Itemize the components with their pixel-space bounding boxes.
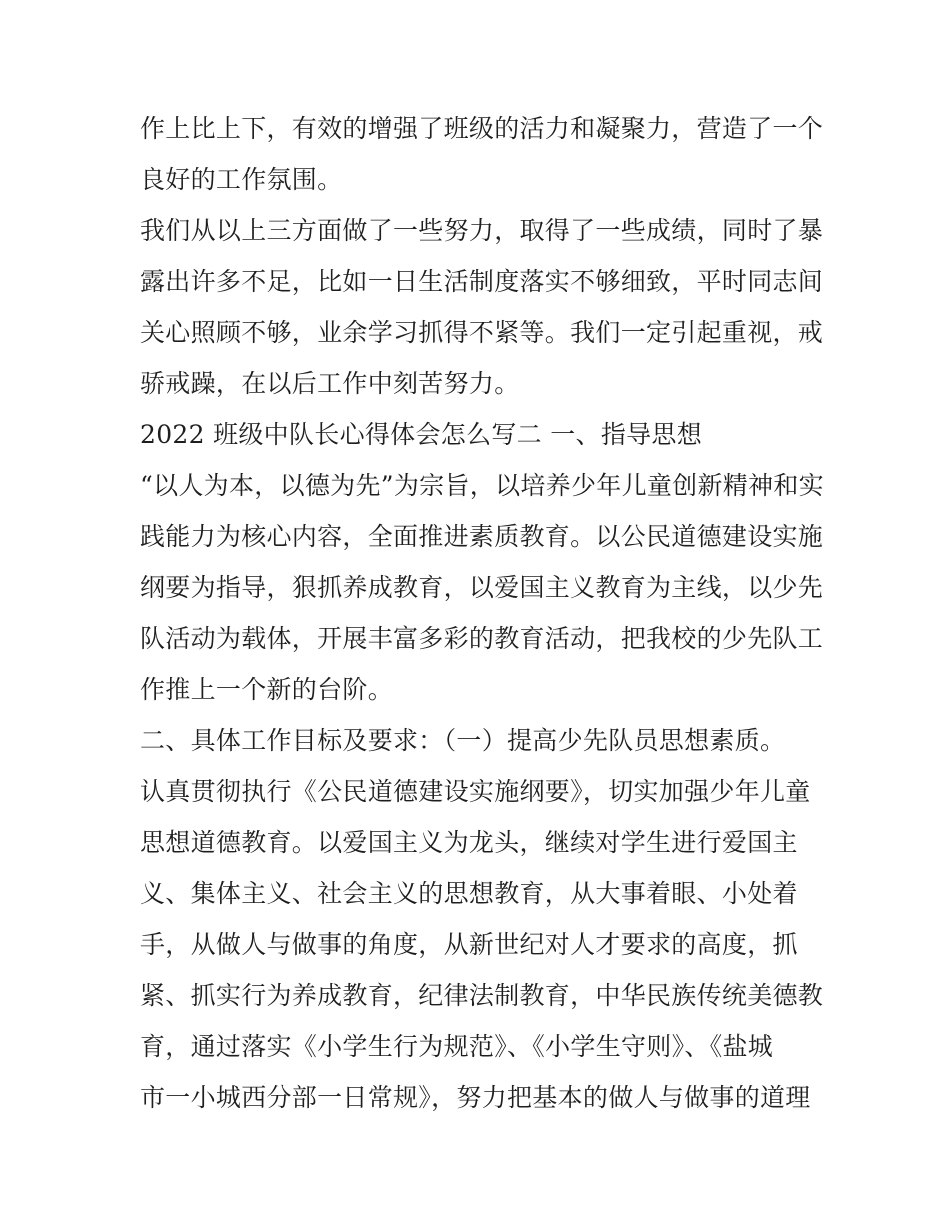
text-line: 思想道德教育。以爱国主义为龙头，继续对学生进行爱国主 [140, 828, 798, 857]
text-line: 手，从做人与做事的角度，从新世纪对人才要求的高度，抓 [140, 930, 798, 959]
text-line: 市一小城西分部一日常规》，努力把基本的做人与做事的道理 [140, 1083, 811, 1112]
text-line: 良好的工作氛围。 [140, 165, 343, 194]
text-line: 育，通过落实《小学生行为规范》、《小学生守则》、《盐城 [140, 1032, 774, 1061]
text-line: 义、集体主义、社会主义的思想教育，从大事着眼、小处着 [140, 879, 798, 908]
document-body [140, 103, 830, 1123]
text-line: 作上比上下，有效的增强了班级的活力和凝聚力，营造了一个 [140, 114, 824, 143]
text-line: 骄戒躁，在以后工作中刻苦努力。 [140, 369, 520, 398]
text-line: 队活动为载体，开展丰富多彩的教育活动，把我校的少先队工 [140, 624, 824, 653]
text-line: 纲要为指导，狠抓养成教育，以爱国主义教育为主线，以少先 [140, 573, 824, 602]
text-line: “以人为本，以德为先”为宗旨，以培养少年儿童创新精神和实 [140, 471, 824, 500]
text-line: 我们从以上三方面做了一些努力，取得了一些成绩，同时了暴 [140, 216, 824, 245]
text-line: 露出许多不足，比如一日生活制度落实不够细致，平时同志间 [140, 267, 824, 296]
section-heading: 二、具体工作目标及要求：（一）提高少先队员思想素质。 [140, 726, 786, 755]
text-line: 紧、抓实行为养成教育，纪律法制教育，中华民族传统美德教 [140, 981, 824, 1010]
text-line: 践能力为核心内容，全面推进素质教育。以公民道德建设实施 [140, 522, 824, 551]
section-heading: 2022 班级中队长心得体会怎么写二 一、指导思想 [140, 420, 703, 449]
text-line: 作推上一个新的台阶。 [140, 675, 394, 704]
text-line: 关心照顾不够，业余学习抓得不紧等。我们一定引起重视，戒 [140, 318, 824, 347]
text-line: 认真贯彻执行《公民道德建设实施纲要》，切实加强少年儿童 [140, 777, 811, 806]
